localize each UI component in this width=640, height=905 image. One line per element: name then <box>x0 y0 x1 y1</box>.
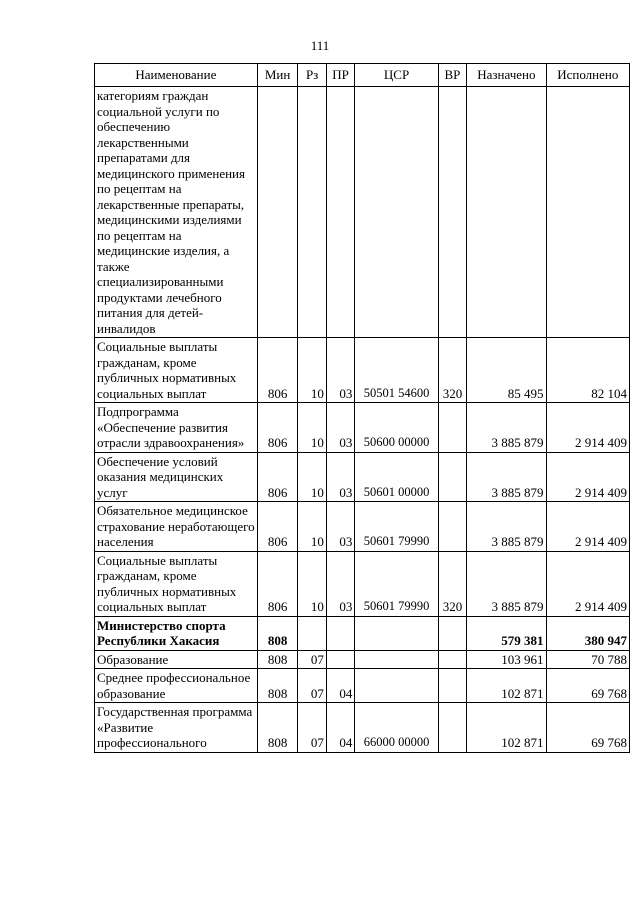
cell-csr <box>355 669 438 703</box>
table-row <box>95 403 630 453</box>
cell-rz: 07 <box>298 650 326 669</box>
cell-assigned: 102 871 <box>467 669 546 703</box>
cell-vr <box>438 403 466 453</box>
cell-executed: 2 914 409 <box>546 551 629 616</box>
cell-csr: 50600 00000 <box>355 403 438 453</box>
cell-pr: 03 <box>326 551 354 616</box>
cell-assigned: 85 495 <box>467 338 546 403</box>
budget-table <box>94 63 630 753</box>
cell-name: Образование <box>95 650 258 669</box>
cell-executed: 2 914 409 <box>546 452 629 502</box>
cell-min: 806 <box>257 502 298 552</box>
cell-pr: 04 <box>326 703 354 753</box>
cell-csr <box>355 650 438 669</box>
cell-vr <box>438 703 466 753</box>
cell-name: Социальные выплаты гражданам, кроме публичных нормативных социальных выплат <box>95 551 258 616</box>
table-row <box>95 87 630 338</box>
cell-pr: 03 <box>326 403 354 453</box>
table-row <box>95 502 630 552</box>
cell-rz: 10 <box>298 551 326 616</box>
col-header-min: Мин <box>257 64 298 87</box>
cell-assigned: 102 871 <box>467 703 546 753</box>
cell-vr <box>438 616 466 650</box>
cell-min: 806 <box>257 403 298 453</box>
cell-name: Подпрограмма «Обеспечение развития отрасли здравоохранения» <box>95 403 258 453</box>
header-row <box>95 64 630 87</box>
table-row <box>95 703 630 753</box>
cell-executed: 82 104 <box>546 338 629 403</box>
cell-executed: 69 768 <box>546 703 629 753</box>
cell-vr <box>438 87 466 338</box>
cell-executed: 2 914 409 <box>546 403 629 453</box>
cell-vr <box>438 650 466 669</box>
cell-name: Среднее профессиональное образование <box>95 669 258 703</box>
cell-min: 808 <box>257 616 298 650</box>
cell-assigned: 3 885 879 <box>467 403 546 453</box>
cell-assigned <box>467 87 546 338</box>
cell-csr <box>355 87 438 338</box>
cell-csr: 50501 54600 <box>355 338 438 403</box>
cell-name: Обязательное медицинское страхование неработающего населения <box>95 502 258 552</box>
cell-executed: 70 788 <box>546 650 629 669</box>
cell-vr: 320 <box>438 338 466 403</box>
cell-pr: 03 <box>326 452 354 502</box>
table-row <box>95 338 630 403</box>
page-number: 111 <box>310 38 330 53</box>
cell-pr: 03 <box>326 338 354 403</box>
cell-name: Министерство спорта Республики Хакасия <box>95 616 258 650</box>
col-header-csr: ЦСР <box>355 64 438 87</box>
cell-vr <box>438 669 466 703</box>
table-row <box>95 650 630 669</box>
cell-rz: 07 <box>298 669 326 703</box>
cell-rz <box>298 616 326 650</box>
cell-vr <box>438 502 466 552</box>
cell-pr <box>326 616 354 650</box>
cell-pr: 04 <box>326 669 354 703</box>
cell-vr <box>438 452 466 502</box>
col-header-name: Наименование <box>95 64 258 87</box>
cell-min: 806 <box>257 338 298 403</box>
col-header-pr: ПР <box>326 64 354 87</box>
cell-name: Обеспечение условий оказания медицинских услуг <box>95 452 258 502</box>
cell-min: 806 <box>257 551 298 616</box>
cell-min <box>257 87 298 338</box>
cell-name: Социальные выплаты гражданам, кроме публичных нормативных социальных выплат <box>95 338 258 403</box>
cell-assigned: 579 381 <box>467 616 546 650</box>
cell-csr <box>355 616 438 650</box>
cell-csr: 66000 00000 <box>355 703 438 753</box>
cell-csr: 50601 00000 <box>355 452 438 502</box>
cell-pr: 03 <box>326 502 354 552</box>
cell-name: Государственная программа «Развитие профессионального <box>95 703 258 753</box>
cell-assigned: 3 885 879 <box>467 551 546 616</box>
col-header-vr: ВР <box>438 64 466 87</box>
cell-executed: 380 947 <box>546 616 629 650</box>
col-header-executed: Исполнено <box>546 64 629 87</box>
table-row <box>95 616 630 650</box>
cell-assigned: 3 885 879 <box>467 502 546 552</box>
cell-vr: 320 <box>438 551 466 616</box>
cell-min: 806 <box>257 452 298 502</box>
table-row <box>95 669 630 703</box>
cell-min: 808 <box>257 650 298 669</box>
cell-name: категориям граждан социальной услуги по обеспечению лекарственными препаратами для медицинского применения по рецептам на лекарственные препараты, медицинскими изделиями по рецептам на медицинские изделия, а также специализированными продуктами лечебного питания для детей-инвалидов <box>95 87 258 338</box>
cell-pr <box>326 650 354 669</box>
table-row <box>95 452 630 502</box>
cell-assigned: 103 961 <box>467 650 546 669</box>
cell-rz: 07 <box>298 703 326 753</box>
cell-rz: 10 <box>298 502 326 552</box>
cell-rz <box>298 87 326 338</box>
cell-assigned: 3 885 879 <box>467 452 546 502</box>
col-header-rz: Рз <box>298 64 326 87</box>
cell-rz: 10 <box>298 338 326 403</box>
cell-pr <box>326 87 354 338</box>
cell-rz: 10 <box>298 403 326 453</box>
cell-min: 808 <box>257 669 298 703</box>
cell-rz: 10 <box>298 452 326 502</box>
cell-min: 808 <box>257 703 298 753</box>
table-row <box>95 551 630 616</box>
cell-executed: 69 768 <box>546 669 629 703</box>
cell-csr: 50601 79990 <box>355 502 438 552</box>
col-header-assigned: Назначено <box>467 64 546 87</box>
table-body <box>95 87 630 753</box>
cell-executed <box>546 87 629 338</box>
cell-csr: 50601 79990 <box>355 551 438 616</box>
cell-executed: 2 914 409 <box>546 502 629 552</box>
